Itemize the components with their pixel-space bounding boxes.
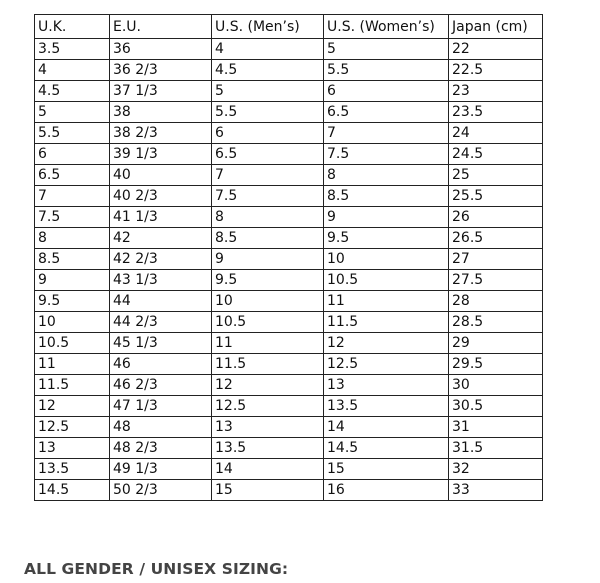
cell-eu: 38 2/3 — [110, 123, 212, 144]
header-japan-cm: Japan (cm) — [449, 15, 543, 39]
cell-us-womens: 9 — [324, 207, 449, 228]
cell-us-mens: 11.5 — [212, 354, 324, 375]
cell-eu: 38 — [110, 102, 212, 123]
table-row — [35, 249, 543, 270]
cell-japan-cm: 32 — [449, 459, 543, 480]
cell-eu: 37 1/3 — [110, 81, 212, 102]
cell-japan-cm: 25.5 — [449, 186, 543, 207]
cell-uk: 9.5 — [35, 291, 110, 312]
cell-us-mens: 15 — [212, 480, 324, 501]
cell-eu: 48 2/3 — [110, 438, 212, 459]
cell-eu: 45 1/3 — [110, 333, 212, 354]
cell-us-mens: 12 — [212, 375, 324, 396]
cell-us-womens: 11 — [324, 291, 449, 312]
cell-eu: 50 2/3 — [110, 480, 212, 501]
table-row — [35, 81, 543, 102]
cell-japan-cm: 27 — [449, 249, 543, 270]
cell-japan-cm: 31.5 — [449, 438, 543, 459]
cell-uk: 7 — [35, 186, 110, 207]
cell-uk: 10 — [35, 312, 110, 333]
cell-us-mens: 4.5 — [212, 60, 324, 81]
cell-japan-cm: 33 — [449, 480, 543, 501]
header-us-womens: U.S. (Women’s) — [324, 15, 449, 39]
cell-us-womens: 16 — [324, 480, 449, 501]
section-heading-unisex: ALL GENDER / UNISEX SIZING: — [24, 560, 289, 578]
cell-eu: 46 — [110, 354, 212, 375]
cell-us-mens: 6.5 — [212, 144, 324, 165]
cell-us-mens: 9.5 — [212, 270, 324, 291]
cell-uk: 13 — [35, 438, 110, 459]
cell-eu: 47 1/3 — [110, 396, 212, 417]
table-row — [35, 480, 543, 501]
cell-japan-cm: 23 — [449, 81, 543, 102]
cell-japan-cm: 31 — [449, 417, 543, 438]
cell-uk: 14.5 — [35, 480, 110, 501]
cell-uk: 3.5 — [35, 39, 110, 60]
cell-uk: 4.5 — [35, 81, 110, 102]
cell-us-womens: 11.5 — [324, 312, 449, 333]
cell-uk: 12.5 — [35, 417, 110, 438]
table-row — [35, 144, 543, 165]
table-row — [35, 102, 543, 123]
cell-us-womens: 13 — [324, 375, 449, 396]
table-row — [35, 438, 543, 459]
table-row — [35, 417, 543, 438]
cell-eu: 40 2/3 — [110, 186, 212, 207]
cell-us-womens: 14.5 — [324, 438, 449, 459]
cell-us-womens: 9.5 — [324, 228, 449, 249]
cell-us-mens: 12.5 — [212, 396, 324, 417]
table-row — [35, 207, 543, 228]
table-row — [35, 459, 543, 480]
cell-eu: 36 — [110, 39, 212, 60]
cell-us-mens: 10 — [212, 291, 324, 312]
cell-us-mens: 8 — [212, 207, 324, 228]
cell-uk: 6 — [35, 144, 110, 165]
cell-japan-cm: 23.5 — [449, 102, 543, 123]
header-uk: U.K. — [35, 15, 110, 39]
cell-uk: 11.5 — [35, 375, 110, 396]
table-row — [35, 291, 543, 312]
table-row — [35, 60, 543, 81]
cell-uk: 6.5 — [35, 165, 110, 186]
table-row — [35, 186, 543, 207]
table-row — [35, 165, 543, 186]
cell-eu: 44 — [110, 291, 212, 312]
cell-japan-cm: 24 — [449, 123, 543, 144]
cell-japan-cm: 30 — [449, 375, 543, 396]
cell-us-mens: 7.5 — [212, 186, 324, 207]
cell-uk: 8.5 — [35, 249, 110, 270]
table-row — [35, 228, 543, 249]
cell-us-womens: 7 — [324, 123, 449, 144]
cell-us-mens: 13 — [212, 417, 324, 438]
cell-eu: 41 1/3 — [110, 207, 212, 228]
cell-us-womens: 8.5 — [324, 186, 449, 207]
cell-us-womens: 8 — [324, 165, 449, 186]
cell-us-mens: 5 — [212, 81, 324, 102]
cell-eu: 39 1/3 — [110, 144, 212, 165]
cell-us-womens: 13.5 — [324, 396, 449, 417]
cell-eu: 42 — [110, 228, 212, 249]
cell-us-womens: 14 — [324, 417, 449, 438]
cell-japan-cm: 22.5 — [449, 60, 543, 81]
table-row — [35, 123, 543, 144]
cell-japan-cm: 25 — [449, 165, 543, 186]
cell-us-mens: 13.5 — [212, 438, 324, 459]
cell-us-womens: 15 — [324, 459, 449, 480]
cell-uk: 5.5 — [35, 123, 110, 144]
cell-us-womens: 10 — [324, 249, 449, 270]
table-row — [35, 396, 543, 417]
cell-us-mens: 4 — [212, 39, 324, 60]
cell-uk: 11 — [35, 354, 110, 375]
table-header-row — [35, 15, 543, 39]
cell-us-mens: 8.5 — [212, 228, 324, 249]
size-conversion-table — [34, 14, 543, 501]
table-row — [35, 375, 543, 396]
table-row — [35, 354, 543, 375]
cell-eu: 43 1/3 — [110, 270, 212, 291]
cell-eu: 46 2/3 — [110, 375, 212, 396]
cell-uk: 8 — [35, 228, 110, 249]
cell-japan-cm: 29 — [449, 333, 543, 354]
table-row — [35, 39, 543, 60]
cell-japan-cm: 26 — [449, 207, 543, 228]
cell-uk: 9 — [35, 270, 110, 291]
cell-japan-cm: 28.5 — [449, 312, 543, 333]
cell-us-womens: 10.5 — [324, 270, 449, 291]
cell-japan-cm: 28 — [449, 291, 543, 312]
cell-us-mens: 6 — [212, 123, 324, 144]
cell-us-womens: 12 — [324, 333, 449, 354]
cell-eu: 49 1/3 — [110, 459, 212, 480]
cell-us-womens: 6 — [324, 81, 449, 102]
cell-us-mens: 5.5 — [212, 102, 324, 123]
cell-uk: 4 — [35, 60, 110, 81]
cell-uk: 13.5 — [35, 459, 110, 480]
cell-us-mens: 11 — [212, 333, 324, 354]
cell-eu: 36 2/3 — [110, 60, 212, 81]
cell-us-mens: 7 — [212, 165, 324, 186]
cell-us-womens: 5 — [324, 39, 449, 60]
cell-us-womens: 6.5 — [324, 102, 449, 123]
cell-japan-cm: 29.5 — [449, 354, 543, 375]
cell-eu: 42 2/3 — [110, 249, 212, 270]
cell-japan-cm: 24.5 — [449, 144, 543, 165]
cell-eu: 44 2/3 — [110, 312, 212, 333]
cell-us-womens: 12.5 — [324, 354, 449, 375]
cell-japan-cm: 27.5 — [449, 270, 543, 291]
cell-japan-cm: 26.5 — [449, 228, 543, 249]
cell-us-womens: 7.5 — [324, 144, 449, 165]
cell-eu: 40 — [110, 165, 212, 186]
header-eu: E.U. — [110, 15, 212, 39]
cell-japan-cm: 30.5 — [449, 396, 543, 417]
cell-uk: 5 — [35, 102, 110, 123]
cell-japan-cm: 22 — [449, 39, 543, 60]
cell-us-mens: 9 — [212, 249, 324, 270]
cell-uk: 7.5 — [35, 207, 110, 228]
table-body — [35, 39, 543, 501]
cell-uk: 10.5 — [35, 333, 110, 354]
table-row — [35, 312, 543, 333]
cell-us-womens: 5.5 — [324, 60, 449, 81]
table-row — [35, 270, 543, 291]
cell-us-mens: 14 — [212, 459, 324, 480]
header-us-mens: U.S. (Men’s) — [212, 15, 324, 39]
table-row — [35, 333, 543, 354]
cell-eu: 48 — [110, 417, 212, 438]
cell-uk: 12 — [35, 396, 110, 417]
cell-us-mens: 10.5 — [212, 312, 324, 333]
